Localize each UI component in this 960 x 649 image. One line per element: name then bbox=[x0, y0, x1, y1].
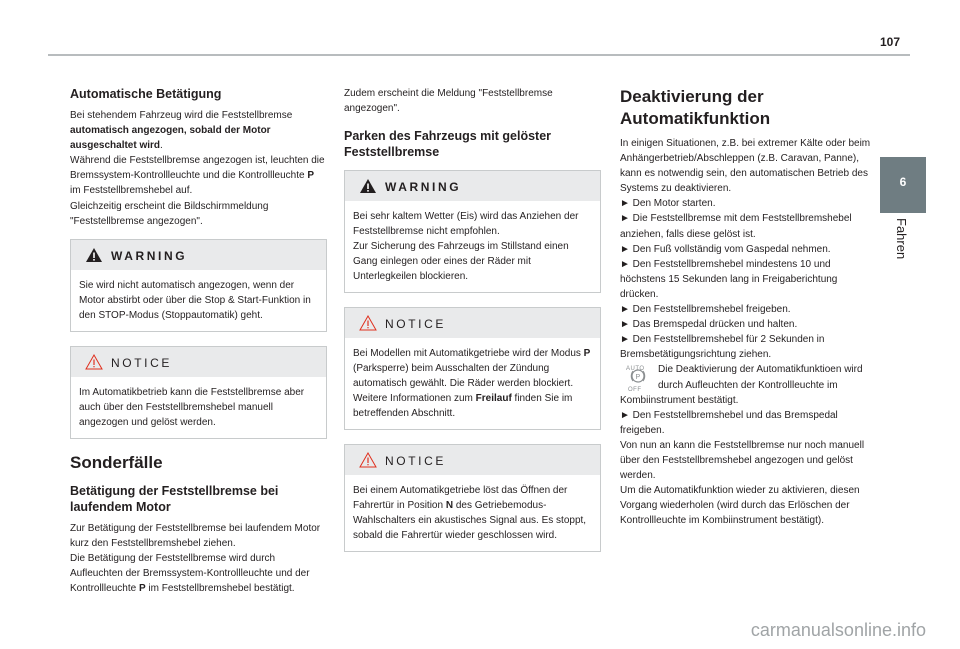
notice-title: NOTICE bbox=[385, 317, 446, 332]
heading-automatic: Automatische Betätigung bbox=[70, 87, 222, 101]
step: ► Den Fuß vollständig vom Gaspedal nehmen. bbox=[620, 243, 831, 255]
watermark: carmanualsonline.info bbox=[750, 620, 926, 640]
paragraph: Während die Feststellbremse angezogen ist, leuchten die Bremssystem-Kontrollleuchte und die Kontrollleuchte P im Feststellbremshebel auf. bbox=[70, 155, 325, 197]
paragraph: Zur Betätigung der Feststellbremse bei laufendem Motor kurz den Feststellbremshebel ziehen. bbox=[70, 522, 321, 549]
column-1 bbox=[70, 80, 327, 596]
warning-box bbox=[70, 239, 327, 332]
step: ► Das Bremspedal drücken und halten. bbox=[620, 319, 798, 331]
heading-parking: Parken des Fahrzeugs mit gelöster Feststellbremse bbox=[344, 129, 552, 160]
icon-note-text: Die Deaktivierung der Automatikfunktioen wird durch Aufleuchten der Kontrollleuchte im Kombiinstrument bestätigt. bbox=[620, 364, 863, 406]
warning-text: Bei sehr kaltem Wetter (Eis) wird das Anziehen der Feststellbremse nicht empfohlen. Zur Sicherung des Fahrzeugs im Stillstand einen Gang einlegen oder eines der Räder mit Unterlegkeilen blockieren. bbox=[353, 211, 579, 283]
notice-title: NOTICE bbox=[111, 355, 172, 370]
step: ► Den Feststellbremshebel mindestens 10 und höchstens 15 Sekunden lang in Freigaberichtung drücken. bbox=[620, 258, 838, 300]
step: ► Den Motor starten. bbox=[620, 198, 716, 210]
heading-running-engine: Betätigung der Feststellbremse bei laufendem Motor bbox=[70, 483, 279, 514]
paragraph: In einigen Situationen, z.B. bei extremer Kälte oder beim Anhängerbetrieb/Abschleppen (z.B. Caravan, Panne), kann es notwendig sein, den automatischen Betrieb des Systems zu deaktivieren. bbox=[620, 138, 871, 195]
column-2 bbox=[344, 80, 601, 566]
warning-title: WARNING bbox=[111, 248, 188, 263]
notice-text: Bei Modellen mit Automatikgetriebe wird der Modus P (Parksperre) beim Ausschalten der Zündung automatisch gewählt. Die Räder werden blockiert. Weitere Informationen zum Freilauf finden Sie im betreffenden Abschnitt. bbox=[353, 348, 591, 420]
warning-text: Sie wird nicht automatisch angezogen, wenn der Motor abstirbt oder über die Stop & Start-Funktion in den STOP-Modus (Stoppautomatik) geht. bbox=[79, 279, 311, 321]
notice-box bbox=[70, 346, 327, 439]
step: ► Den Feststellbremshebel für 2 Sekunden in Bremsbetätigungsrichtung ziehen. bbox=[620, 334, 825, 361]
icon-note bbox=[620, 362, 878, 407]
svg-text:P: P bbox=[635, 374, 641, 382]
warning-title: WARNING bbox=[385, 180, 462, 195]
chapter-label-text: Fahren bbox=[894, 218, 909, 260]
step: ► Die Feststellbremse mit dem Feststellbremshebel anziehen, falls diese gelöst ist. bbox=[620, 213, 852, 240]
notice-title: NOTICE bbox=[385, 454, 446, 469]
section-title-deactivation: Deaktivierung der Automatikfunktion bbox=[620, 87, 771, 128]
step: ► Den Feststellbremshebel und das Bremspedal freigeben. bbox=[620, 409, 838, 436]
chapter-number: 6 bbox=[899, 175, 907, 189]
paragraph: Die Betätigung der Feststellbremse wird durch Aufleuchten der Bremssystem-Kontrollleuchte und der Kontrollleuchte P im Feststellbremshebel bestätigt. bbox=[70, 552, 310, 595]
step-list bbox=[620, 196, 878, 362]
paragraph: Bei stehendem Fahrzeug wird die Feststellbremse automatisch angezogen, sobald der Motor ausgeschaltet wird. bbox=[70, 110, 293, 152]
step: ► Den Feststellbremshebel freigeben. bbox=[620, 304, 791, 316]
column-3 bbox=[620, 80, 878, 528]
warning-icon bbox=[359, 178, 377, 194]
warning-icon bbox=[85, 247, 103, 263]
notice-box bbox=[344, 444, 601, 552]
notice-box bbox=[344, 307, 601, 430]
section-title: Sonderfälle bbox=[70, 452, 163, 472]
paragraph: Um die Automatikfunktion wieder zu aktivieren, diesen Vorgang wiederholen (wird durch das Erlöschen der Kontrollleuchte im Kombiinstrument bestätigt). bbox=[620, 485, 860, 527]
notice-icon bbox=[85, 354, 103, 370]
auto-off-icon: AUTO P OFF bbox=[626, 366, 645, 394]
notice-text: Bei einem Automatikgetriebe löst das Öffnen der Fahrertür in Position N des Getriebemodus-Wahlschalters ein akustisches Signal aus. Es stoppt, sobald die Fahrertür wieder geschlossen wird. bbox=[353, 485, 587, 542]
paragraph: Gleichzeitig erscheint die Bildschirmmeldung "Feststellbremse angezogen". bbox=[70, 200, 269, 227]
page-number: 107 bbox=[879, 35, 901, 49]
notice-icon bbox=[359, 452, 377, 468]
header-rule bbox=[48, 54, 910, 56]
notice-text: Im Automatikbetrieb kann die Feststellbremse aber auch über den Feststellbremshebel manuell angezogen und gelöst werden. bbox=[79, 386, 305, 428]
paragraph: Zudem erscheint die Meldung "Feststellbremse angezogen". bbox=[344, 88, 553, 115]
warning-box bbox=[344, 170, 601, 293]
notice-icon bbox=[359, 315, 377, 331]
chapter-label bbox=[893, 218, 911, 268]
paragraph: Von nun an kann die Feststellbremse nur noch manuell über den Feststellbremshebel angezogen und gelöst werden. bbox=[620, 439, 865, 482]
